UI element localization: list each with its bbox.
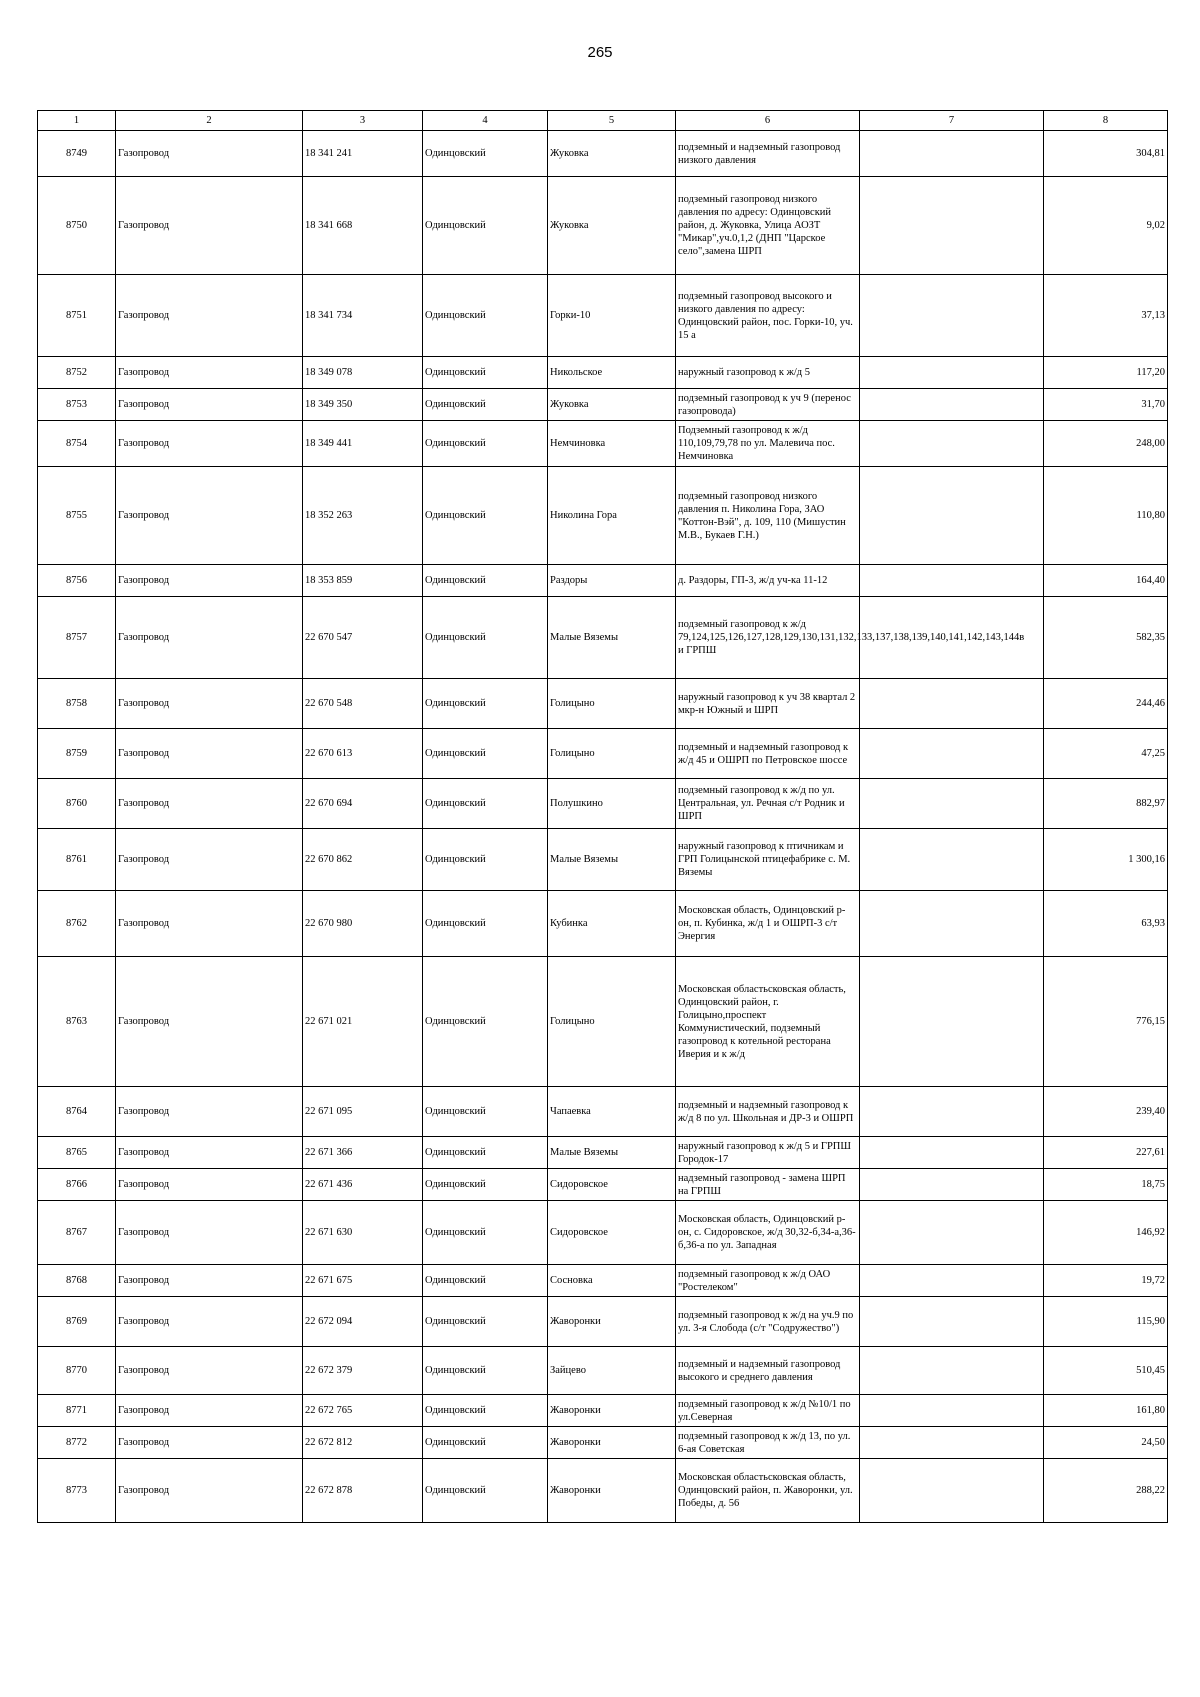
- value-cell: 244,46: [1044, 679, 1168, 729]
- locality-cell: Жаворонки: [548, 1297, 676, 1347]
- note-cell: [860, 389, 1044, 421]
- object-type-cell: Газопровод: [116, 389, 303, 421]
- row-number-cell: 8768: [38, 1265, 116, 1297]
- note-cell: [860, 357, 1044, 389]
- district-cell: Одинцовский: [423, 1395, 548, 1427]
- locality-cell: Малые Вяземы: [548, 829, 676, 891]
- object-type-cell: Газопровод: [116, 1459, 303, 1523]
- note-cell: [860, 177, 1044, 275]
- value-cell: 37,13: [1044, 275, 1168, 357]
- note-cell: [860, 1427, 1044, 1459]
- description-cell: подземный газопровод к уч 9 (перенос газопровода): [676, 389, 860, 421]
- table-row: [38, 1427, 1168, 1459]
- table-row: [38, 1169, 1168, 1201]
- value-cell: 19,72: [1044, 1265, 1168, 1297]
- value-cell: 776,15: [1044, 957, 1168, 1087]
- description-cell: надземный газопровод - замена ШРП на ГРПШ: [676, 1169, 860, 1201]
- row-number-cell: 8765: [38, 1137, 116, 1169]
- object-type-cell: Газопровод: [116, 467, 303, 565]
- inventory-code-cell: 22 670 694: [303, 779, 423, 829]
- description-cell: подземный и надземный газопровод низкого давления: [676, 131, 860, 177]
- locality-cell: Жуковка: [548, 131, 676, 177]
- row-number-cell: 8759: [38, 729, 116, 779]
- district-cell: Одинцовский: [423, 1297, 548, 1347]
- table-row: [38, 1265, 1168, 1297]
- inventory-code-cell: 22 671 021: [303, 957, 423, 1087]
- inventory-code-cell: 18 341 734: [303, 275, 423, 357]
- description-cell: подземный газопровод к ж/д №10/1 по ул.Северная: [676, 1395, 860, 1427]
- table-row: [38, 1297, 1168, 1347]
- note-cell: [860, 1395, 1044, 1427]
- table-row: [38, 1459, 1168, 1523]
- inventory-code-cell: 22 670 547: [303, 597, 423, 679]
- row-number-cell: 8757: [38, 597, 116, 679]
- row-number-cell: 8767: [38, 1201, 116, 1265]
- note-cell: [860, 1169, 1044, 1201]
- column-header: 5: [548, 111, 676, 131]
- district-cell: Одинцовский: [423, 1169, 548, 1201]
- row-number-cell: 8762: [38, 891, 116, 957]
- object-type-cell: Газопровод: [116, 1395, 303, 1427]
- district-cell: Одинцовский: [423, 1265, 548, 1297]
- description-cell: подземный газопровод низкого давления п. Николина Гора, ЗАО "Коттон-Вэй", д. 109, 110 (Мишустин М.В., Букаев Г.Н.): [676, 467, 860, 565]
- description-cell: наружный газопровод к ж/д 5: [676, 357, 860, 389]
- inventory-code-cell: 22 671 675: [303, 1265, 423, 1297]
- description-cell: подземный газопровод к ж/д 13, по ул. 6-ая Советская: [676, 1427, 860, 1459]
- description-cell: подземный и надземный газопровод к ж/д 8 по ул. Школьная и ДР-3 и ОШРП: [676, 1087, 860, 1137]
- district-cell: Одинцовский: [423, 891, 548, 957]
- district-cell: Одинцовский: [423, 1201, 548, 1265]
- row-number-cell: 8772: [38, 1427, 116, 1459]
- value-cell: 161,80: [1044, 1395, 1168, 1427]
- object-type-cell: Газопровод: [116, 679, 303, 729]
- registry-table: [37, 110, 1168, 1523]
- table-row: [38, 891, 1168, 957]
- description-cell: наружный газопровод к уч 38 квартал 2 мкр-н Южный и ШРП: [676, 679, 860, 729]
- row-number-cell: 8752: [38, 357, 116, 389]
- table-row: [38, 779, 1168, 829]
- district-cell: Одинцовский: [423, 1087, 548, 1137]
- value-cell: 227,61: [1044, 1137, 1168, 1169]
- table-row: [38, 1395, 1168, 1427]
- description-cell: подземный газопровод к ж/д по ул. Центральная, ул. Речная с/т Родник и ШРП: [676, 779, 860, 829]
- district-cell: Одинцовский: [423, 829, 548, 891]
- note-cell: [860, 1347, 1044, 1395]
- note-cell: [860, 891, 1044, 957]
- locality-cell: Горки-10: [548, 275, 676, 357]
- inventory-code-cell: 22 672 878: [303, 1459, 423, 1523]
- description-cell: д. Раздоры, ГП-3, ж/д уч-ка 11-12: [676, 565, 860, 597]
- row-number-cell: 8756: [38, 565, 116, 597]
- description-cell: подземный газопровод низкого давления по адресу: Одинцовский район, д. Жуковка, Улица АОЗТ "Микар",уч.0,1,2 (ДНП "Царское село",замена ШРП: [676, 177, 860, 275]
- object-type-cell: Газопровод: [116, 131, 303, 177]
- note-cell: [860, 275, 1044, 357]
- locality-cell: Малые Вяземы: [548, 597, 676, 679]
- object-type-cell: Газопровод: [116, 1427, 303, 1459]
- inventory-code-cell: 18 352 263: [303, 467, 423, 565]
- table-row: [38, 1137, 1168, 1169]
- table-row: [38, 829, 1168, 891]
- value-cell: 239,40: [1044, 1087, 1168, 1137]
- row-number-cell: 8755: [38, 467, 116, 565]
- column-header: 8: [1044, 111, 1168, 131]
- note-cell: [860, 1201, 1044, 1265]
- description-cell: подземный газопровод к ж/д ОАО "Ростелеком": [676, 1265, 860, 1297]
- table-row: [38, 1087, 1168, 1137]
- object-type-cell: Газопровод: [116, 1265, 303, 1297]
- description-cell: подземный газопровод высокого и низкого давления по адресу: Одинцовский район, пос. Горки-10, уч. 15 а: [676, 275, 860, 357]
- column-header: 7: [860, 111, 1044, 131]
- table-row: [38, 389, 1168, 421]
- description-cell: подземный и надземный газопровод высокого и среднего давления: [676, 1347, 860, 1395]
- inventory-code-cell: 22 671 095: [303, 1087, 423, 1137]
- locality-cell: Малые Вяземы: [548, 1137, 676, 1169]
- object-type-cell: Газопровод: [116, 779, 303, 829]
- locality-cell: Чапаевка: [548, 1087, 676, 1137]
- district-cell: Одинцовский: [423, 565, 548, 597]
- inventory-code-cell: 22 671 436: [303, 1169, 423, 1201]
- note-cell: [860, 565, 1044, 597]
- table-row: [38, 131, 1168, 177]
- locality-cell: Голицыно: [548, 957, 676, 1087]
- object-type-cell: Газопровод: [116, 1201, 303, 1265]
- value-cell: 288,22: [1044, 1459, 1168, 1523]
- description-cell: подземный газопровод к ж/д 79,124,125,126,127,128,129,130,131,132,133,137,138,139,140,141,142,143,144в и ГРПШ: [676, 597, 860, 679]
- value-cell: 164,40: [1044, 565, 1168, 597]
- object-type-cell: Газопровод: [116, 565, 303, 597]
- object-type-cell: Газопровод: [116, 1087, 303, 1137]
- district-cell: Одинцовский: [423, 679, 548, 729]
- table-row: [38, 597, 1168, 679]
- column-header: 4: [423, 111, 548, 131]
- object-type-cell: Газопровод: [116, 177, 303, 275]
- note-cell: [860, 1297, 1044, 1347]
- note-cell: [860, 1087, 1044, 1137]
- description-cell: Московская область, Одинцовский р-он, п. Кубинка, ж/д 1 и ОШРП-3 с/т Энергия: [676, 891, 860, 957]
- column-header: 1: [38, 111, 116, 131]
- locality-cell: Жуковка: [548, 389, 676, 421]
- locality-cell: Никольское: [548, 357, 676, 389]
- inventory-code-cell: 22 672 379: [303, 1347, 423, 1395]
- table-row: [38, 565, 1168, 597]
- district-cell: Одинцовский: [423, 957, 548, 1087]
- note-cell: [860, 1265, 1044, 1297]
- locality-cell: Жаворонки: [548, 1427, 676, 1459]
- inventory-code-cell: 18 349 441: [303, 421, 423, 467]
- locality-cell: Сидоровское: [548, 1201, 676, 1265]
- locality-cell: Сидоровское: [548, 1169, 676, 1201]
- table-row: [38, 729, 1168, 779]
- row-number-cell: 8770: [38, 1347, 116, 1395]
- description-cell: Московская областьсковская область, Одинцовский район, г. Голицыно,проспект Коммунистический, подземный газопровод к котельной ресторана Иверия и к ж/д: [676, 957, 860, 1087]
- value-cell: 248,00: [1044, 421, 1168, 467]
- value-cell: 110,80: [1044, 467, 1168, 565]
- table-row: [38, 357, 1168, 389]
- inventory-code-cell: 18 341 241: [303, 131, 423, 177]
- value-cell: 510,45: [1044, 1347, 1168, 1395]
- value-cell: 117,20: [1044, 357, 1168, 389]
- locality-cell: Немчиновка: [548, 421, 676, 467]
- locality-cell: Жаворонки: [548, 1459, 676, 1523]
- row-number-cell: 8764: [38, 1087, 116, 1137]
- locality-cell: Раздоры: [548, 565, 676, 597]
- object-type-cell: Газопровод: [116, 275, 303, 357]
- description-cell: подземный и надземный газопровод к ж/д 45 и ОШРП по Петровское шоссе: [676, 729, 860, 779]
- locality-cell: Сосновка: [548, 1265, 676, 1297]
- note-cell: [860, 829, 1044, 891]
- row-number-cell: 8766: [38, 1169, 116, 1201]
- row-number-cell: 8773: [38, 1459, 116, 1523]
- locality-cell: Жуковка: [548, 177, 676, 275]
- locality-cell: Голицыно: [548, 679, 676, 729]
- object-type-cell: Газопровод: [116, 957, 303, 1087]
- row-number-cell: 8760: [38, 779, 116, 829]
- inventory-code-cell: 18 349 350: [303, 389, 423, 421]
- inventory-code-cell: 22 672 765: [303, 1395, 423, 1427]
- value-cell: 63,93: [1044, 891, 1168, 957]
- district-cell: Одинцовский: [423, 597, 548, 679]
- inventory-code-cell: 22 672 094: [303, 1297, 423, 1347]
- value-cell: 146,92: [1044, 1201, 1168, 1265]
- note-cell: [860, 957, 1044, 1087]
- note-cell: [860, 1137, 1044, 1169]
- inventory-code-cell: 22 672 812: [303, 1427, 423, 1459]
- object-type-cell: Газопровод: [116, 597, 303, 679]
- table-row: [38, 1201, 1168, 1265]
- row-number-cell: 8761: [38, 829, 116, 891]
- column-header: 6: [676, 111, 860, 131]
- row-number-cell: 8758: [38, 679, 116, 729]
- note-cell: [860, 421, 1044, 467]
- locality-cell: Зайцево: [548, 1347, 676, 1395]
- inventory-code-cell: 22 671 630: [303, 1201, 423, 1265]
- header-row: [38, 111, 1168, 131]
- district-cell: Одинцовский: [423, 1427, 548, 1459]
- inventory-code-cell: 22 670 862: [303, 829, 423, 891]
- table-body: [38, 131, 1168, 1523]
- district-cell: Одинцовский: [423, 421, 548, 467]
- row-number-cell: 8763: [38, 957, 116, 1087]
- object-type-cell: Газопровод: [116, 1347, 303, 1395]
- locality-cell: Полушкино: [548, 779, 676, 829]
- table-row: [38, 1347, 1168, 1395]
- inventory-code-cell: 18 349 078: [303, 357, 423, 389]
- table-row: [38, 421, 1168, 467]
- locality-cell: Николина Гора: [548, 467, 676, 565]
- value-cell: 24,50: [1044, 1427, 1168, 1459]
- district-cell: Одинцовский: [423, 389, 548, 421]
- table-row: [38, 177, 1168, 275]
- object-type-cell: Газопровод: [116, 1297, 303, 1347]
- description-cell: Подземный газопровод к ж/д 110,109,79,78 по ул. Малевича пос. Немчиновка: [676, 421, 860, 467]
- row-number-cell: 8771: [38, 1395, 116, 1427]
- column-header: 2: [116, 111, 303, 131]
- value-cell: 31,70: [1044, 389, 1168, 421]
- inventory-code-cell: 18 341 668: [303, 177, 423, 275]
- description-cell: наружный газопровод к птичникам и ГРП Голицынской птицефабрике с. М. Вяземы: [676, 829, 860, 891]
- district-cell: Одинцовский: [423, 1347, 548, 1395]
- inventory-code-cell: 18 353 859: [303, 565, 423, 597]
- inventory-code-cell: 22 671 366: [303, 1137, 423, 1169]
- description-cell: Московская областьсковская область, Одинцовский район, п. Жаворонки, ул. Победы, д. 56: [676, 1459, 860, 1523]
- object-type-cell: Газопровод: [116, 829, 303, 891]
- note-cell: [860, 779, 1044, 829]
- table-row: [38, 275, 1168, 357]
- locality-cell: Жаворонки: [548, 1395, 676, 1427]
- row-number-cell: 8751: [38, 275, 116, 357]
- district-cell: Одинцовский: [423, 729, 548, 779]
- row-number-cell: 8749: [38, 131, 116, 177]
- district-cell: Одинцовский: [423, 1459, 548, 1523]
- district-cell: Одинцовский: [423, 357, 548, 389]
- inventory-code-cell: 22 670 548: [303, 679, 423, 729]
- district-cell: Одинцовский: [423, 275, 548, 357]
- column-header: 3: [303, 111, 423, 131]
- description-cell: подземный газопровод к ж/д на уч.9 по ул. 3-я Слобода (с/т "Содружество"): [676, 1297, 860, 1347]
- table-row: [38, 679, 1168, 729]
- description-cell: Московская область, Одинцовский р-он, с. Сидоровское, ж/д 30,32-б,34-а,36-б,36-а по ул. Западная: [676, 1201, 860, 1265]
- value-cell: 115,90: [1044, 1297, 1168, 1347]
- note-cell: [860, 679, 1044, 729]
- value-cell: 9,02: [1044, 177, 1168, 275]
- note-cell: [860, 467, 1044, 565]
- locality-cell: Кубинка: [548, 891, 676, 957]
- value-cell: 582,35: [1044, 597, 1168, 679]
- inventory-code-cell: 22 670 980: [303, 891, 423, 957]
- description-cell: наружный газопровод к ж/д 5 и ГРПШ Городок-17: [676, 1137, 860, 1169]
- value-cell: 304,81: [1044, 131, 1168, 177]
- object-type-cell: Газопровод: [116, 1137, 303, 1169]
- value-cell: 47,25: [1044, 729, 1168, 779]
- district-cell: Одинцовский: [423, 1137, 548, 1169]
- table-row: [38, 957, 1168, 1087]
- value-cell: 1 300,16: [1044, 829, 1168, 891]
- object-type-cell: Газопровод: [116, 357, 303, 389]
- district-cell: Одинцовский: [423, 177, 548, 275]
- row-number-cell: 8753: [38, 389, 116, 421]
- district-cell: Одинцовский: [423, 467, 548, 565]
- inventory-code-cell: 22 670 613: [303, 729, 423, 779]
- object-type-cell: Газопровод: [116, 421, 303, 467]
- table-row: [38, 467, 1168, 565]
- value-cell: 882,97: [1044, 779, 1168, 829]
- locality-cell: Голицыно: [548, 729, 676, 779]
- row-number-cell: 8754: [38, 421, 116, 467]
- object-type-cell: Газопровод: [116, 891, 303, 957]
- note-cell: [860, 1459, 1044, 1523]
- row-number-cell: 8750: [38, 177, 116, 275]
- district-cell: Одинцовский: [423, 779, 548, 829]
- value-cell: 18,75: [1044, 1169, 1168, 1201]
- row-number-cell: 8769: [38, 1297, 116, 1347]
- note-cell: [860, 729, 1044, 779]
- object-type-cell: Газопровод: [116, 729, 303, 779]
- object-type-cell: Газопровод: [116, 1169, 303, 1201]
- page-number: 265: [587, 44, 613, 61]
- district-cell: Одинцовский: [423, 131, 548, 177]
- note-cell: [860, 131, 1044, 177]
